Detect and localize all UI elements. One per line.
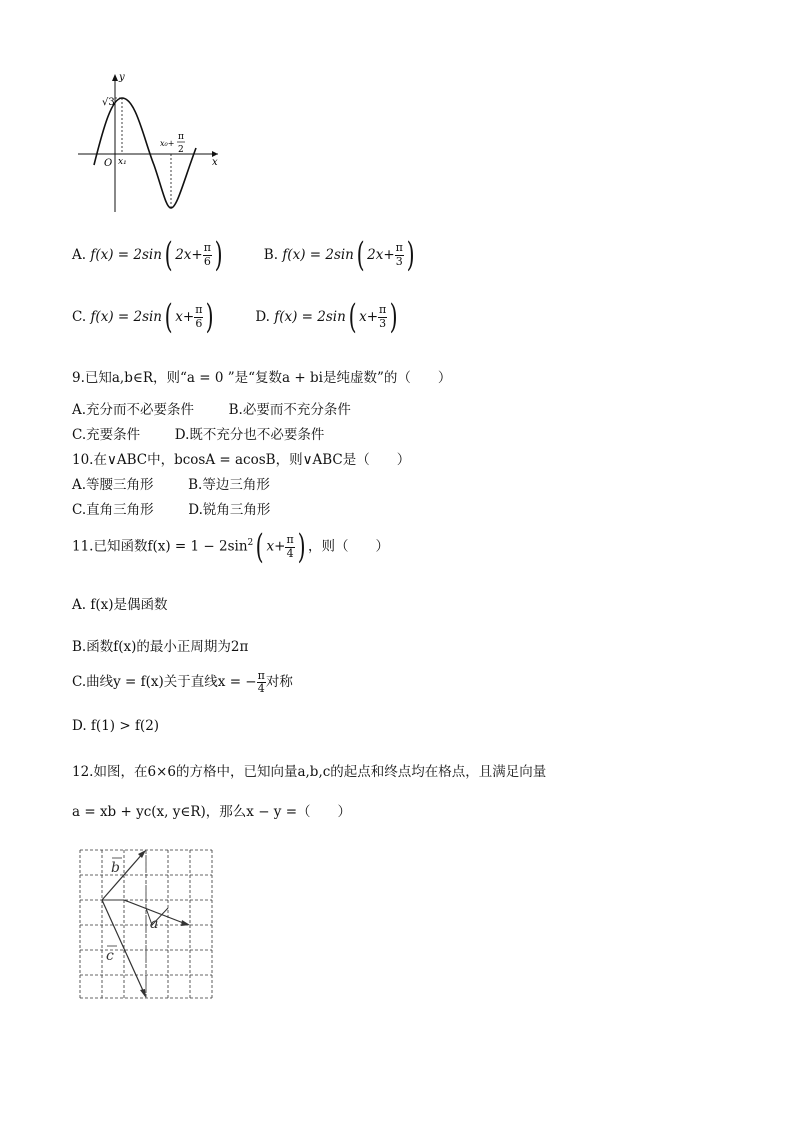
q8-option-d[interactable]: D. f(x) = 2sin( x+ $\frac{\pi}{3}$ ) xyxy=(255,297,398,337)
graph-y-label: y xyxy=(119,72,125,83)
graph-two-label: 2 xyxy=(178,145,184,155)
q9-option-b[interactable]: B.必要而不充分条件 xyxy=(228,402,351,418)
graph-pi-label: π xyxy=(178,132,184,142)
q10-row-ab xyxy=(72,473,270,493)
q10-row-cd xyxy=(72,498,270,518)
graph-peak-label: √3 xyxy=(102,97,115,108)
q10-option-c[interactable]: C.直角三角形 xyxy=(72,502,154,518)
q11-option-d[interactable]: D. f(1) > f(2) xyxy=(72,718,160,734)
vector-c-label: c xyxy=(106,948,114,964)
q11-option-a[interactable]: A. f(x)是偶函数 xyxy=(72,597,168,613)
q8-row-ab xyxy=(72,235,417,275)
q11-stem: 11.已知函数$f(x) = 1 - 2\sin^2$( x+ $\frac{\pi}{4}$ ) ，则（ ） xyxy=(72,527,389,567)
q9-option-d[interactable]: D.既不充分也不必要条件 xyxy=(174,427,325,443)
q9-option-c[interactable]: C.充要条件 xyxy=(72,427,141,443)
vector-a-label: a xyxy=(150,916,159,932)
q9-row-ab xyxy=(72,398,351,418)
q12-stem-line2: a = xb + yc(x, y∈R)，那么x − y =（ ） xyxy=(72,804,352,820)
q8-option-a[interactable]: A. f(x) = 2sin( 2x+ $\frac{\pi}{6}$ ) xyxy=(72,235,223,275)
q8-option-c[interactable]: C. f(x) = 2sin( x+ $\frac{\pi}{6}$ ) xyxy=(72,297,215,337)
q10-option-a[interactable]: A.等腰三角形 xyxy=(72,477,154,493)
q11-option-b[interactable]: B.函数f(x)的最小正周期为2π xyxy=(72,639,249,655)
q10-option-b[interactable]: B.等边三角形 xyxy=(188,477,270,493)
q10-stem: 10.在∨ABC中，bcosA = acosB，则∨ABC是（ ） xyxy=(72,452,411,468)
q12-stem-line1: 12.如图，在6×6的方格中，已知向量a,b,c的起点和终点均在格点，且满足向量 xyxy=(72,764,547,780)
q8-option-b[interactable]: B. f(x) = 2sin( 2x+ $\frac{\pi}{3}$ ) xyxy=(263,235,415,275)
q9-stem: 9.已知a,b∈R，则“a = 0 ”是“复数a + bi是纯虚数”的（ ） xyxy=(72,370,452,386)
q8-row-cd xyxy=(72,297,401,337)
vector-b-label: b xyxy=(111,860,120,876)
q11-option-c[interactable]: C.曲线y = f(x)关于直线x = − $\frac{\pi}{4}$ 对称 xyxy=(72,669,293,696)
vector-grid-figure xyxy=(78,848,218,1000)
graph-x0-label: x₀+ xyxy=(160,139,175,148)
graph-x1-label: x₁ xyxy=(118,157,127,167)
graph-origin-label: O xyxy=(104,158,113,169)
q9-option-a[interactable]: A.充分而不必要条件 xyxy=(72,402,195,418)
q10-option-d[interactable]: D.锐角三角形 xyxy=(188,502,271,518)
sine-graph xyxy=(74,70,224,220)
q9-row-cd xyxy=(72,423,324,443)
graph-x-label: x xyxy=(212,157,218,168)
